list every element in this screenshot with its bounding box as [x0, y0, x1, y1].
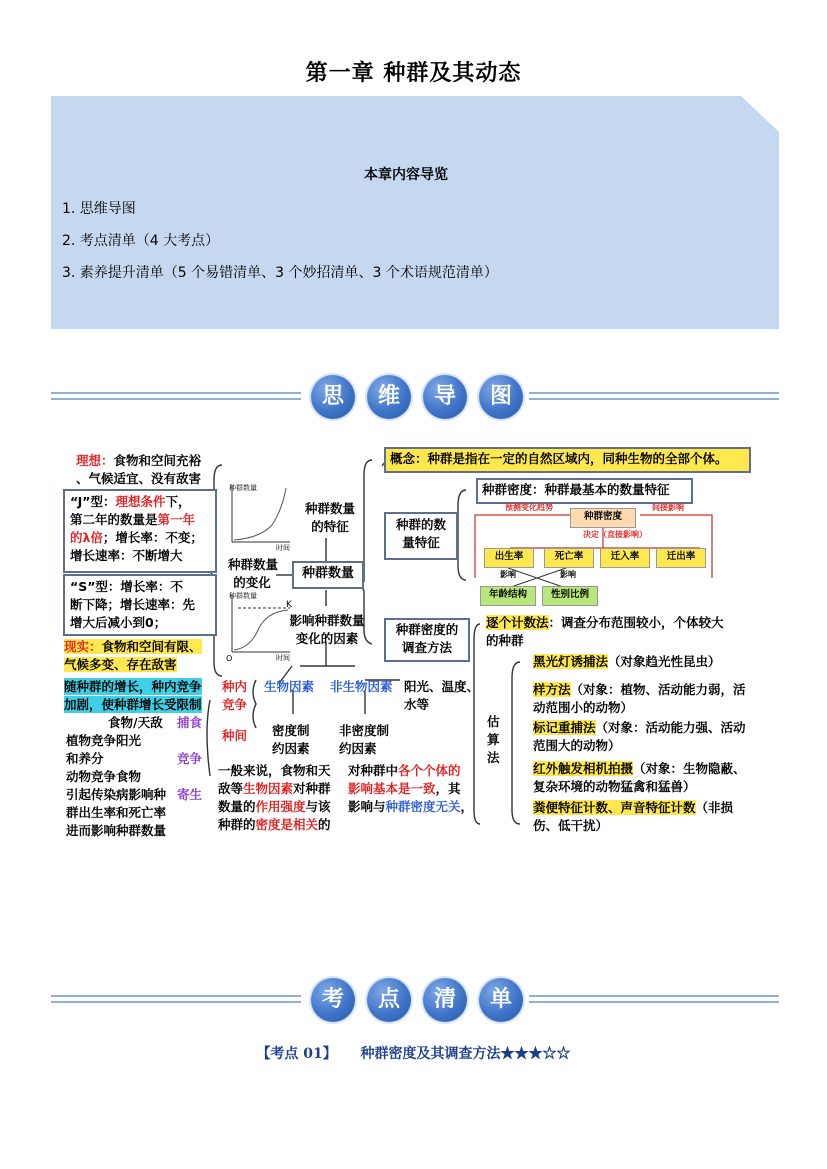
s-line-2: 断下降；增长速率：先 — [70, 597, 196, 612]
sex-ratio: 性别比例 — [542, 586, 598, 606]
graph-s-y: 种群数量 — [229, 592, 257, 600]
j-line-1: “J”型：理想条件下， — [70, 494, 191, 509]
age-structure: 年龄结构 — [480, 586, 536, 606]
j-line-2: 第二年的数量是第一年 — [70, 512, 196, 527]
banner-char-2: 维 — [367, 375, 411, 419]
estimate-label-2: 算 — [487, 732, 500, 747]
checklist-banner — [51, 978, 779, 1026]
count-line-1: 逐个计数法：调查分布范围较小，个体较大 — [486, 615, 724, 630]
decide-label: 决定（直接影响） — [583, 530, 647, 539]
comp-line-2: 植物竞争阳光 — [66, 733, 142, 748]
checkpoint-title: 种群密度及其调查方法 — [360, 1046, 501, 1062]
comp-line-7: 进而影响种群数量 — [66, 823, 167, 838]
survey-label-2: 调查方法 — [401, 640, 452, 655]
checkpoint-tag: 【考点 01】 — [256, 1046, 337, 1062]
death-rate: 死亡率 — [544, 548, 594, 568]
dd-desc-2: 敌等生物因素对种群 — [218, 781, 331, 796]
mindmap-banner — [51, 375, 779, 423]
change-label-1: 种群数量 — [228, 557, 279, 572]
overview-item-1: 1. 思维导图 — [62, 201, 136, 217]
immigration-rate: 迁入率 — [600, 548, 650, 568]
dd-label-2: 约因素 — [272, 741, 310, 756]
cyan-line-1: 随种群的增长，种内竞争 — [64, 679, 202, 694]
banner-char-4: 图 — [479, 375, 523, 419]
feature-label-2: 的特征 — [311, 519, 349, 534]
competition-label: 竞争 — [177, 751, 203, 766]
feces-line-2: 伤、低干扰） — [533, 818, 609, 833]
checkpoint-heading — [0, 1043, 827, 1063]
di-desc-1: 对种群中各个个体的 — [348, 763, 461, 778]
dd-desc-1: 一般来说，食物和天 — [218, 763, 331, 778]
dd-desc-3: 数量的作用强度与该 — [218, 799, 331, 814]
s-line-3: 增大后减小到0； — [70, 615, 167, 630]
light-trap: 黑光灯诱捕法（对象趋光性昆虫） — [533, 654, 721, 669]
banner2-char-2: 点 — [367, 978, 411, 1022]
mark-line-2: 范围大的动物） — [533, 738, 621, 753]
count-line-2: 的种群 — [486, 633, 524, 648]
s-line-1: “S”型：增长率：不 — [70, 579, 183, 594]
intra-label-1: 种内 — [222, 679, 248, 694]
density-def: 种群密度：种群最基本的数量特征 — [482, 482, 670, 497]
bio-factor: 生物因素 — [264, 679, 315, 694]
factor-label-2: 变化的因素 — [295, 631, 359, 646]
comp-line-4: 动物竞争食物 — [66, 769, 142, 784]
abio-factor: 非生物因素 — [330, 679, 393, 694]
inter-label: 种间 — [222, 728, 248, 743]
qf-label-2: 量特征 — [402, 535, 440, 550]
di-label-1: 非密度制 — [339, 723, 390, 738]
change-label-2: 的变化 — [233, 575, 271, 590]
emigration-rate: 迁出率 — [656, 548, 706, 568]
checkpoint-stars: ★★★☆☆ — [500, 1046, 571, 1062]
ir-line-2: 复杂环境的动物猛禽和猛兽） — [533, 779, 696, 794]
dd-label-1: 密度制 — [272, 723, 310, 738]
birth-rate: 出生率 — [484, 548, 534, 568]
quadrat-line-2: 动范围小的动物） — [533, 700, 634, 715]
feature-label-1: 种群数量 — [304, 501, 355, 516]
mark-line-1: 标记重捕法（对象：活动能力强、活动 — [533, 720, 746, 735]
banner2-char-4: 单 — [479, 978, 523, 1022]
comp-line-3: 和养分 — [66, 751, 104, 766]
quadrat-line-1: 样方法（对象：植物、活动能力弱，活 — [533, 682, 746, 697]
center-label: 种群数量 — [301, 566, 354, 581]
estimate-label-3: 法 — [487, 750, 500, 765]
predict-label: 预测变化趋势 — [505, 503, 553, 512]
affect-label-1: 影响 — [500, 570, 516, 579]
real-line-1: 现实：食物和空间有限、 — [64, 639, 202, 654]
page-title: 第一章 种群及其动态 — [305, 60, 522, 86]
graph-origin: O — [226, 654, 233, 663]
ideal-line-2: 、气候适宜、没有敌害 — [76, 471, 202, 486]
overview-item-2: 2. 考点清单（4 大考点） — [62, 233, 220, 249]
banner-char-1: 思 — [311, 375, 355, 419]
qf-label-1: 种群的数 — [395, 517, 446, 532]
di-label-2: 约因素 — [339, 741, 377, 756]
density-node: 种群密度 — [570, 508, 636, 528]
indirect-label: 间接影响 — [652, 503, 684, 512]
j-line-4: 增长速率：不断增大 — [70, 548, 183, 563]
concept-text: 概念：种群是指在一定的自然区域内，同种生物的全部个体。 — [390, 451, 728, 466]
affect-label-2: 影响 — [560, 570, 576, 579]
comp-line-6: 群出生率和死亡率 — [66, 805, 167, 820]
j-curve-graph — [232, 485, 290, 542]
abio-examples-2: 水等 — [404, 697, 430, 712]
ideal-line-1: 理想：食物和空间充裕 — [76, 453, 202, 468]
banner-char-3: 导 — [423, 375, 467, 419]
di-desc-2: 影响基本是一致，其 — [348, 781, 461, 796]
graph-j-y: 种群数量 — [229, 484, 257, 492]
comp-line-1: 食物/天敌 — [108, 715, 163, 730]
prey-label: 捕食 — [177, 715, 203, 730]
cyan-line-2: 加剧，使种群增长受限制 — [64, 697, 202, 712]
graph-s-k: K — [286, 600, 292, 610]
graph-j-x: 时间 — [276, 544, 290, 552]
estimate-label-1: 估 — [487, 714, 500, 729]
survey-label-1: 种群密度的 — [395, 622, 459, 637]
feces-line-1: 粪便特征计数、声音特征计数（非损 — [533, 800, 734, 815]
overview-box — [51, 96, 779, 329]
real-line-2: 气候多变、存在敌害 — [64, 657, 177, 672]
overview-heading: 本章内容导览 — [364, 167, 448, 183]
abio-examples-1: 阳光、温度、 — [404, 679, 480, 694]
intra-label-2: 竞争 — [222, 697, 248, 712]
banner2-char-3: 清 — [423, 978, 467, 1022]
factor-label-1: 影响种群数量 — [289, 613, 365, 628]
di-desc-3: 影响与种群密度无关， — [348, 799, 474, 814]
j-line-3: 的λ倍；增长率：不变； — [70, 530, 203, 545]
overview-item-3: 3. 素养提升清单（5 个易错清单、3 个妙招清单、3 个术语规范清单） — [62, 265, 498, 281]
dd-desc-4: 种群的密度是相关的 — [218, 817, 331, 832]
graph-s-x: 时间 — [276, 654, 290, 662]
comp-line-5: 引起传染病影响种 — [66, 787, 167, 802]
parasite-label: 寄生 — [177, 787, 203, 802]
banner2-char-1: 考 — [311, 978, 355, 1022]
ir-line-1: 红外触发相机拍摄（对象：生物隐蔽、 — [533, 761, 746, 776]
